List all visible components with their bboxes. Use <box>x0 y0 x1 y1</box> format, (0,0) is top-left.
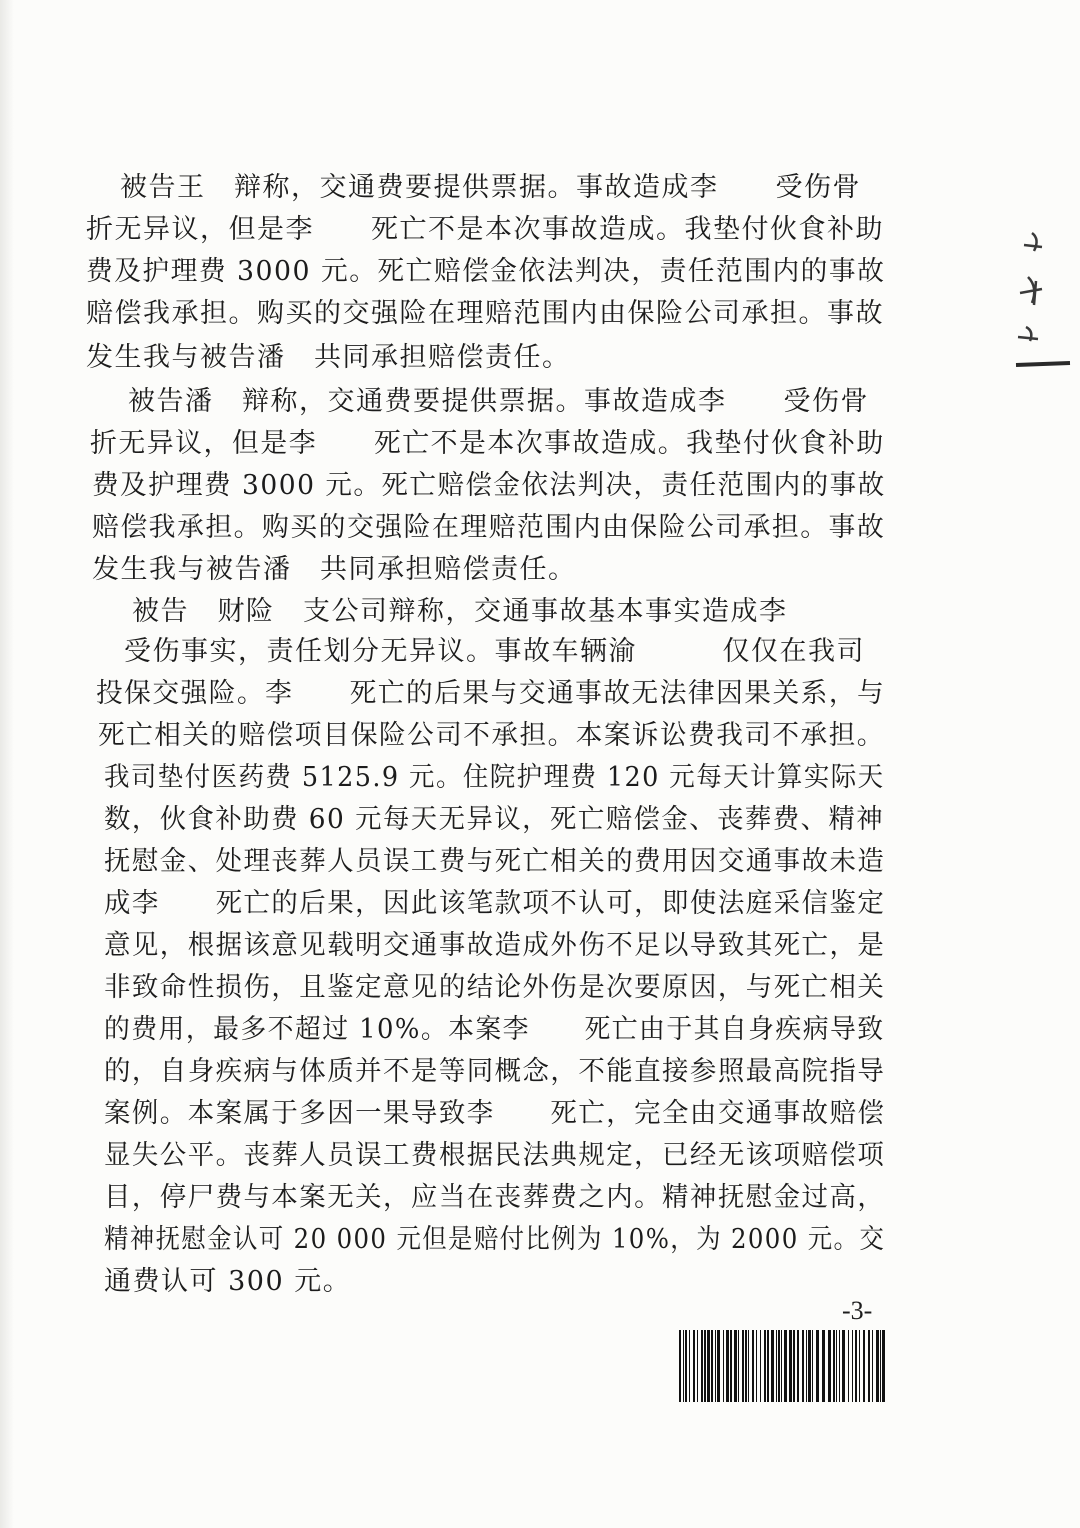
text-line: 被告王 辩称，交通费要提供票据。事故造成李 受伤骨 <box>120 172 861 203</box>
barcode-bar <box>760 1330 761 1402</box>
text-line: 数，伙食补助费 60 元每天无异议，死亡赔偿金、丧葬费、精神 <box>104 804 885 835</box>
barcode-bar <box>711 1330 713 1402</box>
text-line: 投保交强险。李 死亡的后果与交通事故无法律因果关系，与 <box>96 678 886 709</box>
barcode-bar <box>756 1330 757 1402</box>
barcode-bar <box>689 1330 690 1402</box>
barcode-bar <box>836 1330 837 1402</box>
barcode-bar <box>855 1330 857 1402</box>
barcode-bar <box>793 1330 795 1402</box>
barcode-bar <box>833 1330 835 1402</box>
barcode-bar <box>742 1330 744 1402</box>
text-line: 显失公平。丧葬人员误工费根据民法典规定，已经无该项赔偿项 <box>104 1140 886 1171</box>
barcode-bar <box>685 1330 687 1402</box>
barcode-bar <box>784 1330 787 1402</box>
text-line: 受伤事实，责任划分无异议。事故车辆渝 仅仅在我司 <box>124 636 865 667</box>
barcode-bar <box>745 1330 747 1402</box>
barcode-bar <box>778 1330 780 1402</box>
barcode-bar <box>852 1330 853 1402</box>
barcode-bar <box>715 1330 716 1402</box>
text-line: 意见，根据该意见载明交通事故造成外伤不足以导致其死亡，是 <box>104 930 886 961</box>
barcode <box>677 1330 887 1402</box>
text-line: 发生我与被告潘 共同承担赔偿责任。 <box>92 554 577 585</box>
text-line: 的费用，最多不超过 10%。本案李 死亡由于其自身疾病导致 <box>104 1014 885 1045</box>
barcode-bar <box>882 1330 885 1402</box>
barcode-bar <box>723 1330 724 1402</box>
text-line: 折无异议，但是李 死亡不是本次事故造成。我垫付伙食补助 <box>90 428 885 459</box>
text-line: 费及护理费 3000 元。死亡赔偿金依法判决，责任范围内的事故 <box>92 470 886 501</box>
barcode-bar <box>828 1330 831 1402</box>
page-number: -3- <box>842 1296 873 1325</box>
barcode-bar <box>738 1330 739 1402</box>
barcode-bar <box>683 1330 684 1402</box>
barcode-bar <box>734 1330 737 1402</box>
barcode-bar <box>806 1330 807 1402</box>
barcode-bar <box>808 1330 811 1402</box>
text-line: 目，停尸费与本案无关，应当在丧葬费之内。精神抚慰金过高， <box>104 1182 886 1213</box>
barcode-bar <box>839 1330 840 1402</box>
barcode-bar <box>726 1330 729 1402</box>
text-line: 死亡相关的赔偿项目保险公司不承担。本案诉讼费我司不承担。 <box>98 720 885 751</box>
barcode-bar <box>872 1330 873 1402</box>
barcode-bar <box>868 1330 870 1402</box>
text-line: 我司垫付医药费 5125.9 元。住院护理费 120 元每天计算实际天 <box>104 762 885 793</box>
text-line: 通费认可 300 元。 <box>104 1266 352 1297</box>
barcode-bar <box>776 1330 777 1402</box>
barcode-bar <box>876 1330 879 1402</box>
barcode-bar <box>679 1330 681 1402</box>
barcode-bar <box>704 1330 706 1402</box>
scan-edge-shadow <box>0 0 14 1528</box>
scanner-edge-marks <box>1010 215 1080 375</box>
text-line: 折无异议，但是李 死亡不是本次事故造成。我垫付伙食补助 <box>86 214 884 245</box>
barcode-bar <box>802 1330 804 1402</box>
barcode-bar <box>797 1330 799 1402</box>
barcode-bar <box>880 1330 881 1402</box>
barcode-bar <box>859 1330 860 1402</box>
barcode-bar <box>730 1330 732 1402</box>
text-line: 被告潘 辩称，交通费要提供票据。事故造成李 受伤骨 <box>128 386 869 417</box>
barcode-bar <box>848 1330 849 1402</box>
barcode-bar <box>752 1330 754 1402</box>
text-line: 案例。本案属于多因一果导致李 死亡，完全由交通事故赔偿 <box>104 1098 886 1129</box>
text-line: 赔偿我承担。购买的交强险在理赔范围内由保险公司承担。事故 <box>92 512 886 543</box>
text-line: 成李 死亡的后果，因此该笔款项不认可，即使法庭采信鉴定 <box>104 888 886 919</box>
barcode-bar <box>717 1330 720 1402</box>
barcode-bar <box>693 1330 695 1402</box>
barcode-bar <box>781 1330 782 1402</box>
text-line: 精神抚慰金认可 20 000 元但是赔付比例为 10%，为 2000 元。交 <box>104 1224 886 1255</box>
text-line: 的，自身疾病与体质并不是等同概念，不能直接参照最高院指导 <box>104 1056 886 1087</box>
text-line: 被告 财险 支公司辩称，交通事故基本事实造成李 <box>132 596 788 627</box>
barcode-bar <box>789 1330 792 1402</box>
text-line: 赔偿我承担。购买的交强险在理赔范围内由保险公司承担。事故 <box>86 298 884 329</box>
barcode-bar <box>842 1330 845 1402</box>
text-line: 非致命性损伤，且鉴定意见的结论外伤是次要原因，与死亡相关 <box>104 972 886 1003</box>
barcode-bar <box>812 1330 813 1402</box>
barcode-bar <box>767 1330 769 1402</box>
barcode-bar <box>822 1330 825 1402</box>
barcode-bar <box>748 1330 749 1402</box>
text-line: 发生我与被告潘 共同承担赔偿责任。 <box>86 342 571 373</box>
barcode-bar <box>816 1330 819 1402</box>
barcode-bar <box>764 1330 766 1402</box>
barcode-bar <box>707 1330 710 1402</box>
barcode-bar <box>701 1330 703 1402</box>
barcode-bar <box>771 1330 774 1402</box>
barcode-bar <box>863 1330 865 1402</box>
text-line: 抚慰金、处理丧葬人员误工费与死亡相关的费用因交通事故未造 <box>104 846 886 877</box>
barcode-bar <box>697 1330 698 1402</box>
text-line: 费及护理费 3000 元。死亡赔偿金依法判决，责任范围内的事故 <box>86 256 886 287</box>
